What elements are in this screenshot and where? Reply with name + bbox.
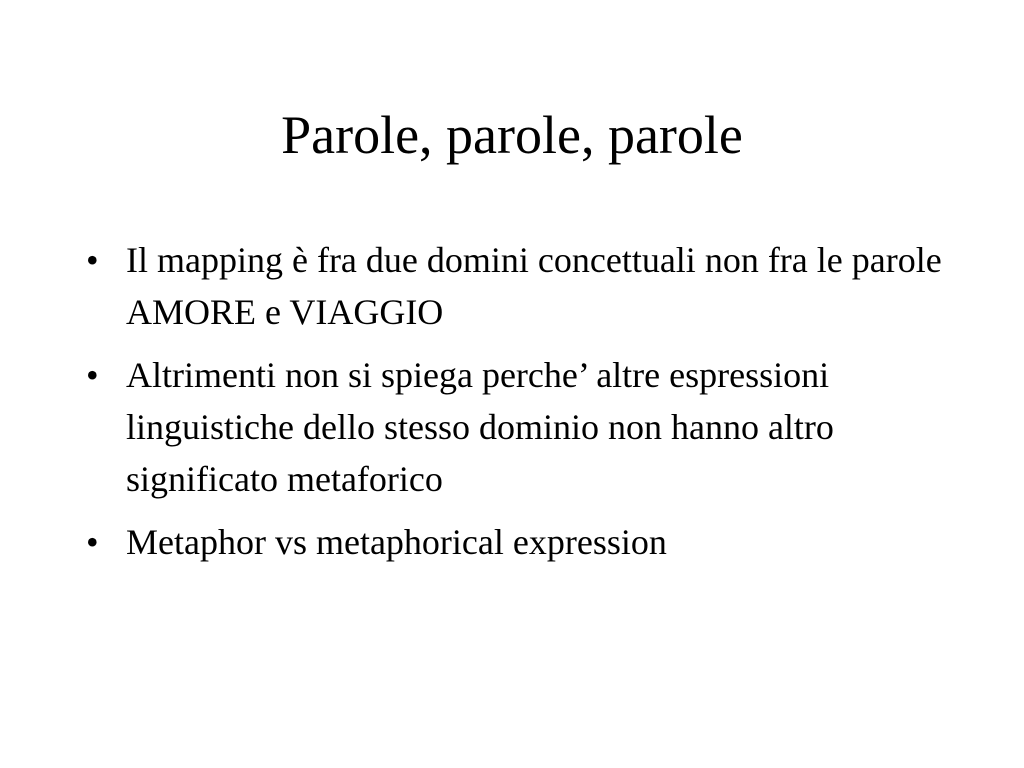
bullet-list (82, 234, 962, 579)
bullet-text: Il mapping è fra due domini concettuali non fra le parole AMORE e VIAGGIO (126, 240, 942, 332)
bullet-marker: • (86, 522, 99, 562)
slide-title: Parole, parole, parole (281, 105, 743, 165)
bullet-item (82, 234, 962, 338)
bullet-text: Altrimenti non si spiega perche’ altre espressioni linguistiche dello stesso dominio non hanno altro significato metaforico (126, 355, 834, 499)
bullet-item (82, 516, 962, 568)
bullet-item (82, 349, 962, 505)
bullet-marker: • (86, 240, 99, 280)
bullet-text: Metaphor vs metaphorical expression (126, 522, 667, 562)
bullet-marker: • (86, 355, 99, 395)
